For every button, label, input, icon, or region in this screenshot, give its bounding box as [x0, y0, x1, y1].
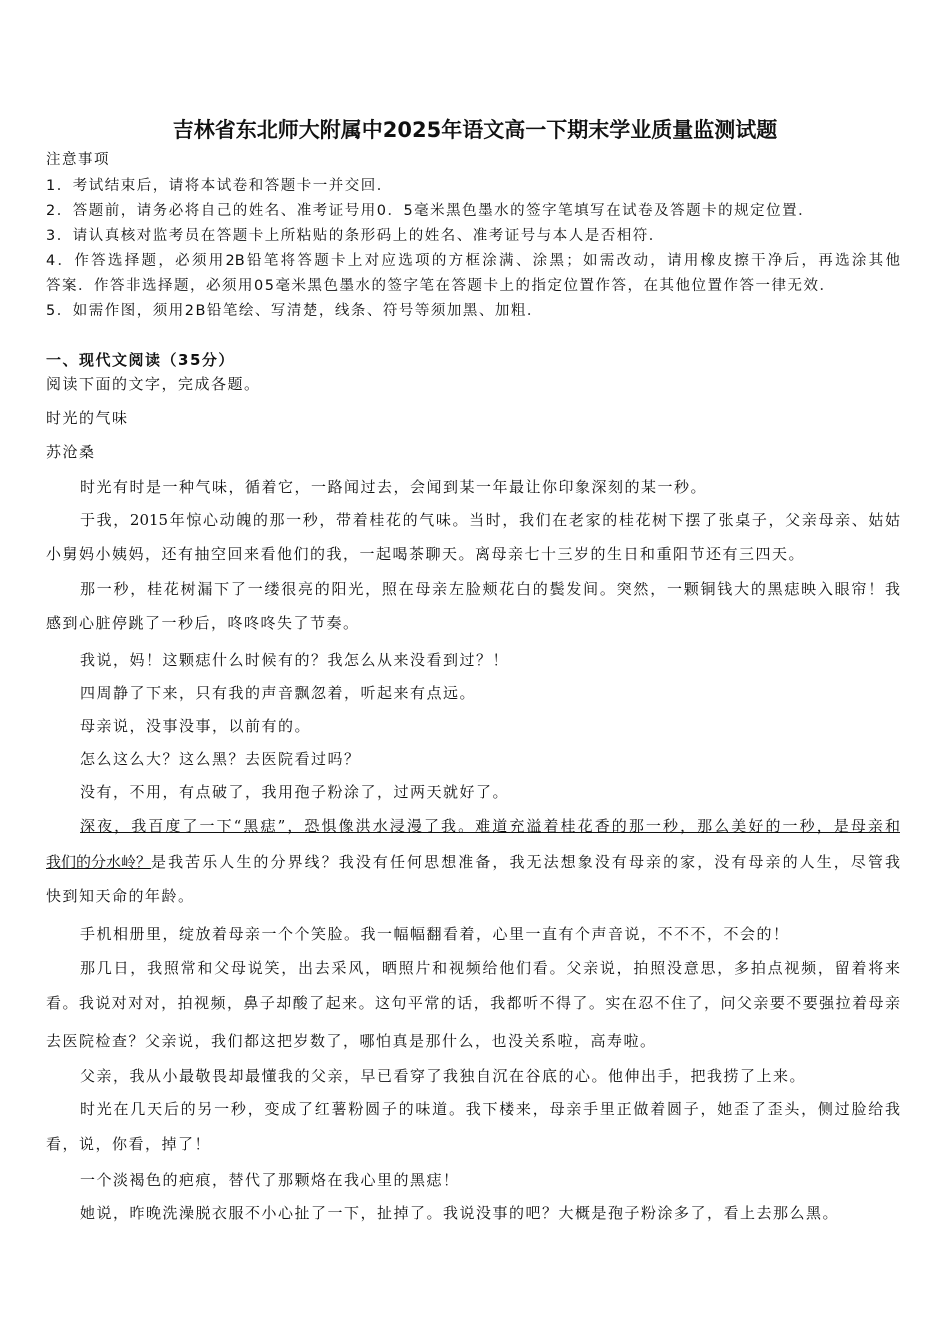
paragraph-line: 我说，妈！这颗痣什么时候有的？我怎么从来没看到过？！: [80, 651, 510, 669]
notes-heading: 注意事项: [46, 152, 110, 168]
paragraph-text: 是我苦乐人生的分界线？我没有任何思想准备，我无法想象没有母亲的家，没有母亲的人生，尽管我: [151, 853, 900, 871]
note-item: 2．答题前，请务必将自己的姓名、准考证号用0．5毫米黑色墨水的签字笔填写在试卷及答题卡的规定位置．: [46, 203, 815, 219]
paragraph-line: 时光有时是一种气味，循着它，一路闻过去，会闻到某一年最让你印象深刻的某一秒。: [80, 478, 708, 496]
paragraph-line: 那一秒，桂花树漏下了一缕很亮的阳光，照在母亲左脸颊花白的鬓发间。突然，一颗铜钱大的黑痣映入眼帘！我: [80, 580, 900, 598]
paragraph-line: 感到心脏停跳了一秒后，咚咚咚失了节奏。: [46, 614, 360, 632]
paragraph-line: 四周静了下来，只有我的声音飘忽着，听起来有点远。: [80, 684, 477, 702]
paragraph-line: 快到知天命的年龄。: [46, 887, 195, 905]
paragraph-line: 一个淡褐色的疤痕，替代了那颗烙在我心里的黑痣！: [80, 1171, 460, 1189]
note-item: 1．考试结束后，请将本试卷和答题卡一并交回．: [46, 178, 393, 194]
paragraph-line: 父亲，我从小最敬畏却最懂我的父亲，早已看穿了我独自沉在谷底的心。他伸出手，把我捞了上来。: [80, 1067, 807, 1085]
paragraph-line: [46, 852, 900, 872]
paragraph-line: 看，说，你看，掉了！: [46, 1135, 212, 1153]
paragraph-line: 手机相册里，绽放着母亲一个个笑脸。我一幅幅翻看着，心里一直有个声音说，不不不，不会的！: [80, 925, 790, 943]
instruction: 阅读下面的文字，完成各题。: [46, 375, 261, 393]
underlined-line: 深夜，我百度了一下“黑痣”，恐惧像洪水浸漫了我。难道充溢着桂花香的那一秒，那么美好的一秒，是母亲和: [80, 817, 900, 835]
section-heading: 一、现代文阅读（35分）: [46, 351, 235, 369]
paragraph-line: 去医院检查？父亲说，我们都这把岁数了，哪怕真是那什么，也没关系啦，高寿啦。: [46, 1032, 657, 1050]
underlined-phrase: 我们的分水岭？: [46, 853, 152, 871]
paragraph-line: 没有，不用，有点破了，我用孢子粉涂了，过两天就好了。: [80, 783, 510, 801]
paragraph-line: 那几日，我照常和父母说笑，出去采风，晒照片和视频给他们看。父亲说，拍照没意思，多拍点视频，留着将来: [80, 959, 900, 977]
note-item: 3．请认真核对监考员在答题卡上所粘贴的条形码上的姓名、准考证号与本人是否相符．: [46, 228, 665, 244]
paragraph-line: 她说，昨晚洗澡脱衣服不小心扯了一下，扯掉了。我说没事的吧？大概是孢子粉涂多了，看上去那么黑。: [80, 1204, 840, 1222]
article-title: 时光的气味: [46, 409, 129, 427]
article-author: 苏沧桑: [46, 443, 96, 461]
paragraph-line: 母亲说，没事没事，以前有的。: [80, 717, 312, 735]
note-item: 4．作答选择题，必须用2B铅笔将答题卡上对应选项的方框涂满、涂黑；如需改动，请用橡皮擦干净后，再选涂其他: [46, 253, 900, 269]
paragraph-line: 看。我说对对对，拍视频，鼻子却酸了起来。这句平常的话，我都听不得了。实在忍不住了，问父亲要不要强拉着母亲: [46, 994, 900, 1012]
note-item: 答案．作答非选择题，必须用05毫米黑色墨水的签字笔在答题卡上的指定位置作答，在其他位置作答一律无效．: [46, 278, 836, 294]
page-title: 吉林省东北师大附属中2025年语文高一下期末学业质量监测试题: [172, 118, 778, 142]
paragraph-line: 于我，2015年惊心动魄的那一秒，带着桂花的气味。当时，我们在老家的桂花树下摆了张桌子，父亲母亲、姑姑: [80, 511, 900, 529]
paragraph-line: 时光在几天后的另一秒，变成了红薯粉圆子的味道。我下楼来，母亲手里正做着圆子，她歪了歪头，侧过脸给我: [80, 1100, 900, 1118]
paragraph-line: 小舅妈小姨妈，还有抽空回来看他们的我，一起喝茶聊天。离母亲七十三岁的生日和重阳节还有三四天。: [46, 545, 806, 563]
paragraph-line: 怎么这么大？这么黑？去医院看过吗？: [80, 750, 361, 768]
note-item: 5．如需作图，须用2B铅笔绘、写清楚，线条、符号等须加黑、加粗．: [46, 303, 543, 319]
